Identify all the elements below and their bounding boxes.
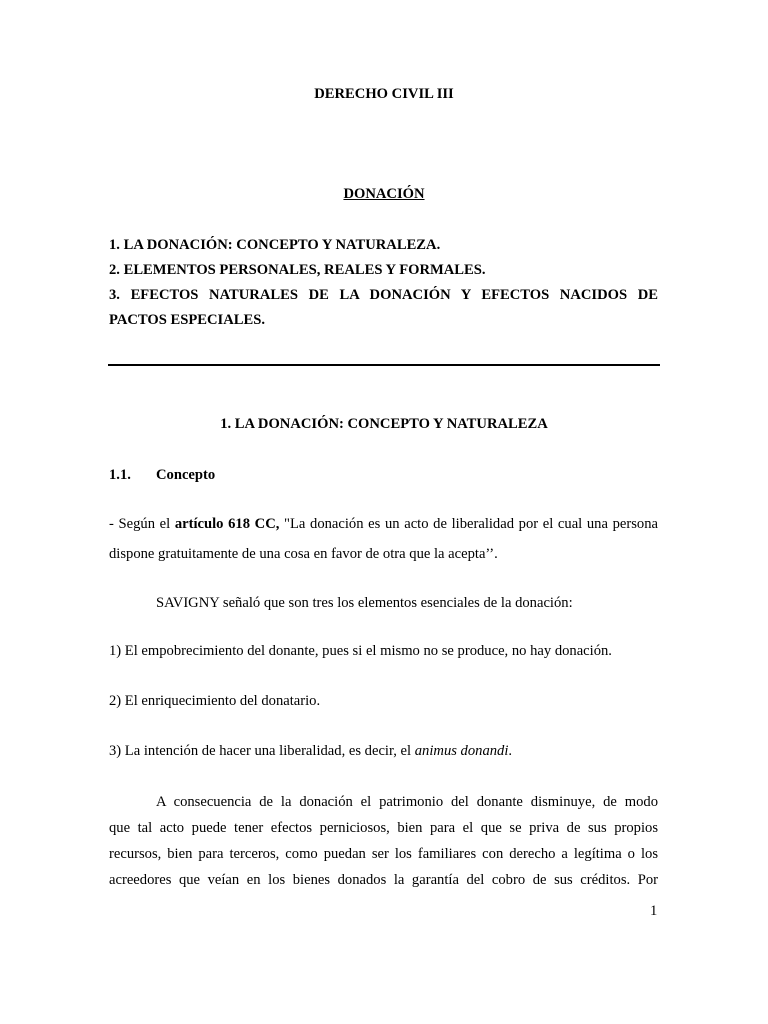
page-number: 1 <box>650 903 658 919</box>
element-item-1: 1) El empobrecimiento del donante, pues si el mismo no se produce, no hay donación. <box>109 643 612 659</box>
element-item-2: 2) El enriquecimiento del donatario. <box>109 693 321 709</box>
topic-title: DONACIÓN <box>343 186 425 202</box>
article-intro: - Según el <box>109 516 175 532</box>
final-paragraph-line-1: A consecuencia de la donación el patrimonio del donante disminuye, de modo <box>156 794 658 810</box>
article-quote-line-1 <box>109 516 658 533</box>
element-item-3 <box>109 743 512 760</box>
final-paragraph-line-2: que tal acto puede tener efectos perniciosos, bien para el que se priva de sus propios <box>109 820 658 836</box>
subsection-number: 1.1. <box>109 467 131 483</box>
element-item-3-italic: animus donandi <box>414 743 509 759</box>
article-reference: artículo 618 CC, <box>174 516 280 532</box>
toc-item-3-continued: PACTOS ESPECIALES. <box>109 312 265 328</box>
element-item-3-suffix: . <box>508 743 513 759</box>
final-paragraph-line-4: acreedores que veían en los bienes donados la garantía del cobro de sus créditos. Por <box>109 872 658 888</box>
final-paragraph-line-3: recursos, bien para terceros, como puedan ser los familiares con derecho a legítima o los <box>109 846 658 862</box>
savigny-paragraph: SAVIGNY señaló que son tres los elementos esenciales de la donación: <box>156 595 573 611</box>
course-title: DERECHO CIVIL III <box>314 86 454 102</box>
toc-item-2: 2. ELEMENTOS PERSONALES, REALES Y FORMALES. <box>109 262 486 278</box>
toc-item-1: 1. LA DONACIÓN: CONCEPTO Y NATURALEZA. <box>109 237 441 253</box>
article-quote-text: "La donación es un acto de liberalidad por el cual una persona <box>279 516 658 532</box>
toc-item-3: 3. EFECTOS NATURALES DE LA DONACIÓN Y EFECTOS NACIDOS DE <box>109 287 658 303</box>
article-quote-line-2: dispone gratuitamente de una cosa en favor de otra que la acepta’’. <box>109 546 498 562</box>
subsection-title: Concepto <box>156 467 216 483</box>
element-item-3-prefix: 3) La intención de hacer una liberalidad, es decir, el <box>109 743 415 759</box>
section-heading: 1. LA DONACIÓN: CONCEPTO Y NATURALEZA <box>220 416 548 432</box>
horizontal-rule <box>108 364 660 366</box>
